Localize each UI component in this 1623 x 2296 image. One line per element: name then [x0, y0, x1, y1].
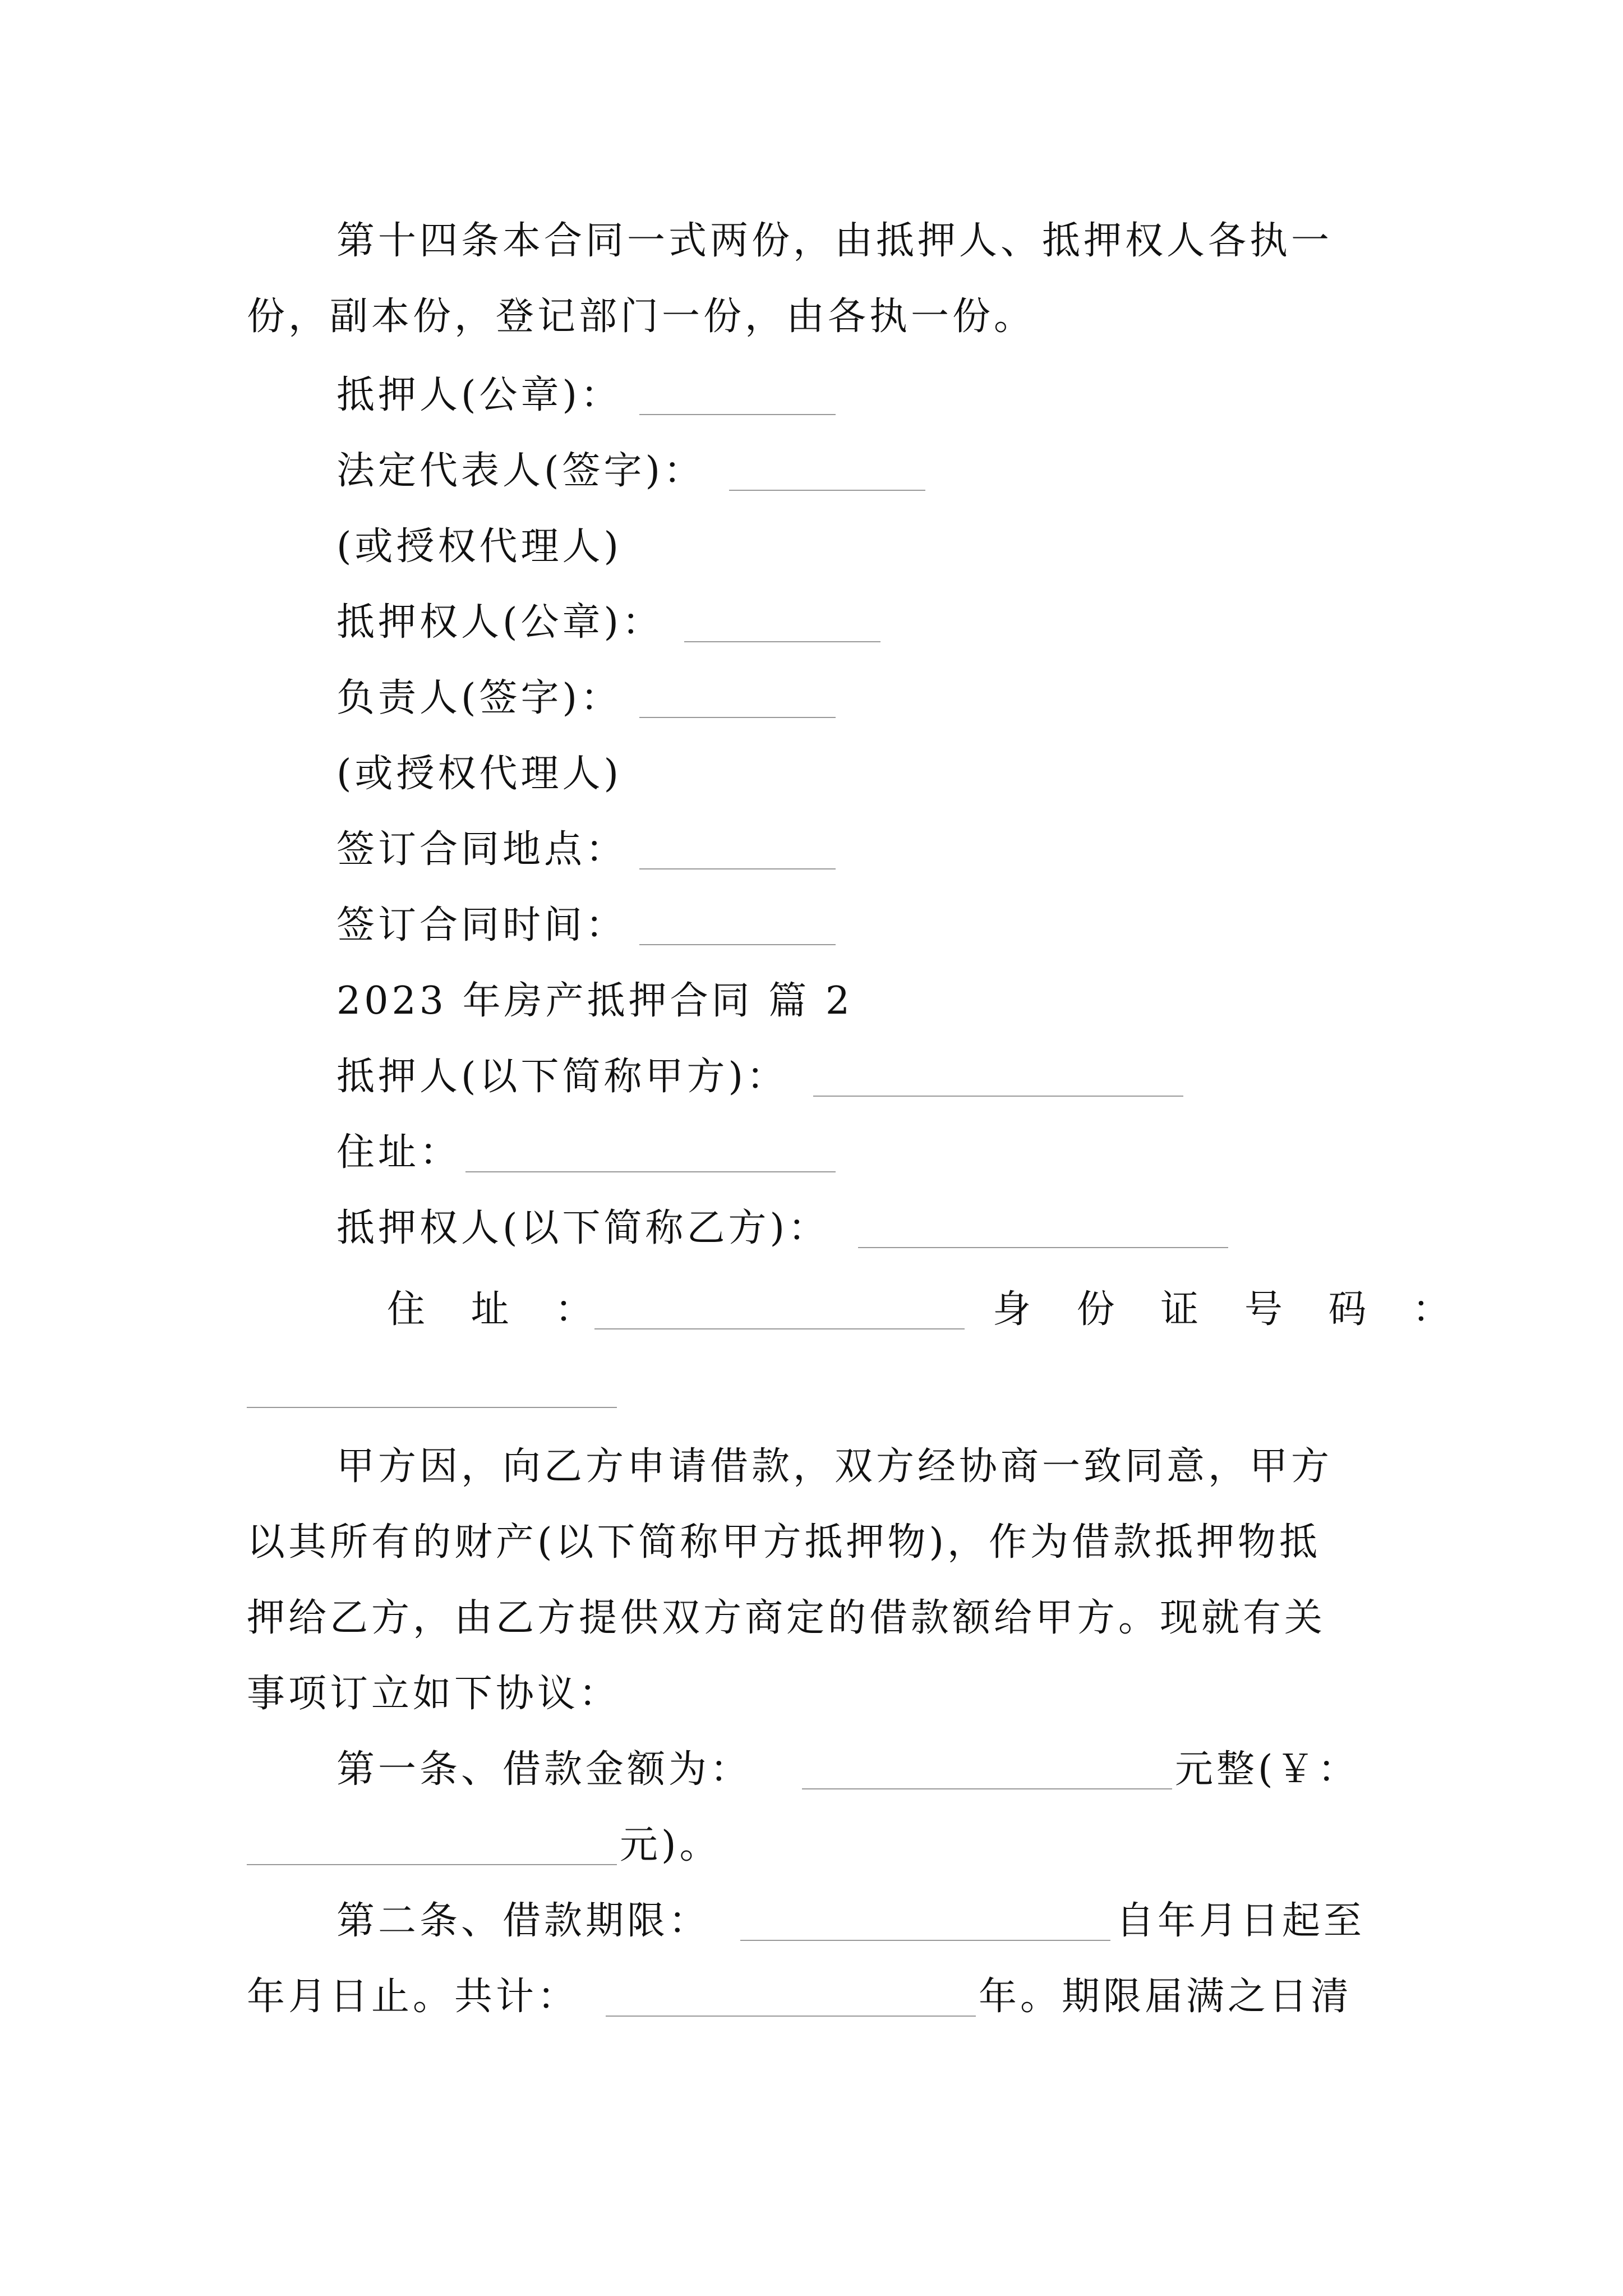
party-b-blank	[858, 1247, 1228, 1248]
signing-place-label: 签订合同地点：	[336, 827, 628, 872]
article1-yuan-text: 元整(￥：	[1175, 1747, 1359, 1792]
article2-total-blank	[606, 2016, 976, 2017]
signing-time-label: 签订合同时间：	[336, 903, 628, 947]
preamble-line4: 事项订立如下协议：	[247, 1672, 621, 1716]
address-a-label: 住址：	[336, 1130, 462, 1175]
party-b-label: 抵押权人(以下简称乙方)：	[336, 1206, 830, 1250]
address-b-blank	[594, 1328, 965, 1329]
person-in-charge-sign-blank	[639, 717, 836, 718]
article2-label: 第二条、借款期限：	[336, 1899, 711, 1943]
address-a-blank	[465, 1171, 836, 1172]
article2-line2-b: 年。期限届满之日清	[979, 1975, 1353, 2019]
or-agent-line-2: (或授权代理人)	[336, 752, 623, 796]
article14-line1: 第十四条本合同一式两份，由抵押人、抵押权人各执一	[336, 219, 1333, 263]
section-title: 2023 年房产抵押合同 篇 2	[336, 979, 854, 1023]
party-a-label: 抵押人(以下简称甲方)：	[336, 1055, 789, 1099]
preamble-line3: 押给乙方，由乙方提供双方商定的借款额给甲方。现就有关	[247, 1596, 1326, 1640]
preamble-line2: 以其所有的财产(以下简称甲方抵押物)，作为借款抵押物抵	[247, 1520, 1321, 1565]
signing-place-blank	[639, 868, 836, 869]
mortgagee-seal-blank	[684, 641, 880, 642]
article1-figure-blank	[247, 1864, 617, 1865]
or-agent-line-1: (或授权代理人)	[336, 524, 623, 569]
preamble-line1: 甲方因，向乙方申请借款，双方经协商一致同意，甲方	[336, 1444, 1333, 1489]
legal-rep-sign-label: 法定代表人(签字)：	[336, 449, 706, 493]
mortgagor-seal-blank	[639, 414, 836, 415]
article14-line2: 份，副本份，登记部门一份，由各执一份。	[247, 295, 1036, 339]
signing-time-blank	[639, 944, 836, 945]
id-number-label: 身 份 证 号 码 ：	[993, 1287, 1468, 1332]
id-number-blank	[247, 1407, 617, 1408]
article1-line2-text: 元)。	[620, 1823, 721, 1867]
address-b-label: 住 址 ：	[387, 1287, 610, 1332]
article1-amount-blank	[802, 1788, 1172, 1789]
article2-period-blank	[740, 1940, 1110, 1941]
article2-from-text: 自年月日起至	[1116, 1899, 1366, 1943]
party-a-blank	[813, 1096, 1183, 1097]
mortgagee-seal-label: 抵押权人(公章)：	[336, 600, 664, 645]
article2-line2-a: 年月日止。共计：	[247, 1975, 579, 2019]
article1-label: 第一条、借款金额为：	[336, 1747, 752, 1792]
legal-rep-sign-blank	[729, 490, 925, 491]
person-in-charge-sign-label: 负责人(签字)：	[336, 676, 623, 720]
mortgagor-seal-label: 抵押人(公章)：	[336, 373, 623, 417]
